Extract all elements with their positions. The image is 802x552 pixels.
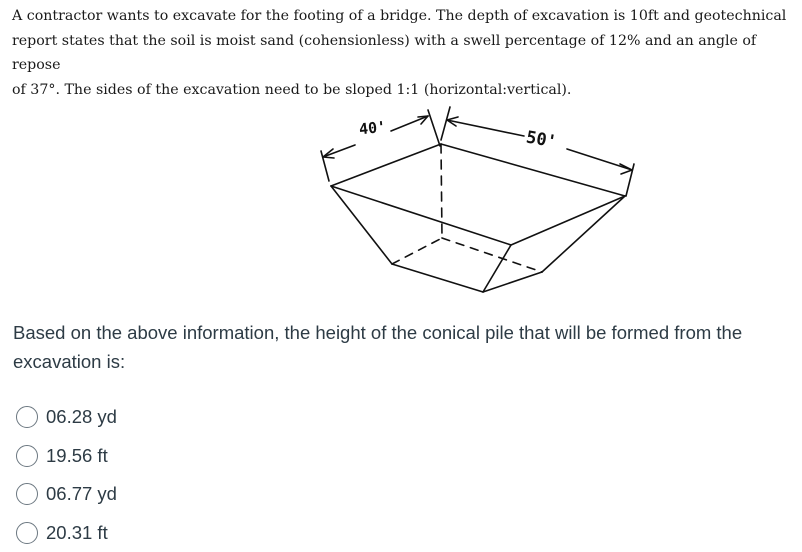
- dim-length-line-right: [567, 149, 632, 170]
- dim-length-arrow-right: [620, 164, 632, 174]
- top-edge-left-back: [331, 144, 441, 186]
- problem-line-1: A contractor wants to excavate for the footing of a bridge. The depth of excavation is 10ft and geotechnical: [12, 8, 787, 24]
- option-1[interactable]: [16, 398, 117, 437]
- bottom-right-edge: [483, 272, 542, 292]
- option-label: 19.56 ft: [46, 444, 108, 466]
- hidden-vertical: [441, 144, 442, 238]
- problem-statement: [12, 4, 792, 102]
- slope-right: [542, 196, 625, 272]
- option-3[interactable]: [16, 475, 117, 514]
- bottom-front-edge: [392, 264, 483, 292]
- problem-line-3: of 37°. The sides of the excavation need to be sloped 1:1 (horizontal:vertical).: [12, 81, 572, 98]
- length-label: 50': [524, 127, 559, 153]
- option-2[interactable]: [16, 437, 117, 476]
- question-text: Based on the above information, the height of the conical pile that will be formed from the excavation is:: [13, 322, 743, 372]
- option-label: 06.28 yd: [46, 406, 117, 428]
- slope-left: [331, 186, 392, 264]
- top-edge-right-back: [441, 144, 625, 196]
- top-edge-left-front: [331, 186, 511, 245]
- hidden-bottom-left: [392, 238, 442, 264]
- radio-button[interactable]: [16, 522, 38, 544]
- radio-button[interactable]: [16, 406, 38, 428]
- dim-width-line-left: [323, 145, 355, 157]
- width-label: 40': [358, 117, 387, 139]
- slope-front-bottom: [483, 245, 511, 292]
- dim-length-tick-left: [441, 107, 450, 140]
- top-edge-right-front: [511, 196, 625, 245]
- option-label: 20.31 ft: [46, 521, 108, 543]
- answer-options: [16, 398, 117, 552]
- problem-line-2: report states that the soil is moist sand (cohensionless) with a swell percentage of 12% and an angle of repose: [12, 32, 757, 73]
- radio-button[interactable]: [16, 445, 38, 467]
- excavation-sketch: [300, 96, 650, 301]
- dim-length-line-left: [447, 120, 524, 136]
- option-4[interactable]: [16, 514, 117, 552]
- dim-width-tick-right: [428, 110, 440, 146]
- option-label: 06.77 yd: [46, 483, 117, 505]
- radio-button[interactable]: [16, 483, 38, 505]
- hidden-bottom-right: [442, 238, 542, 272]
